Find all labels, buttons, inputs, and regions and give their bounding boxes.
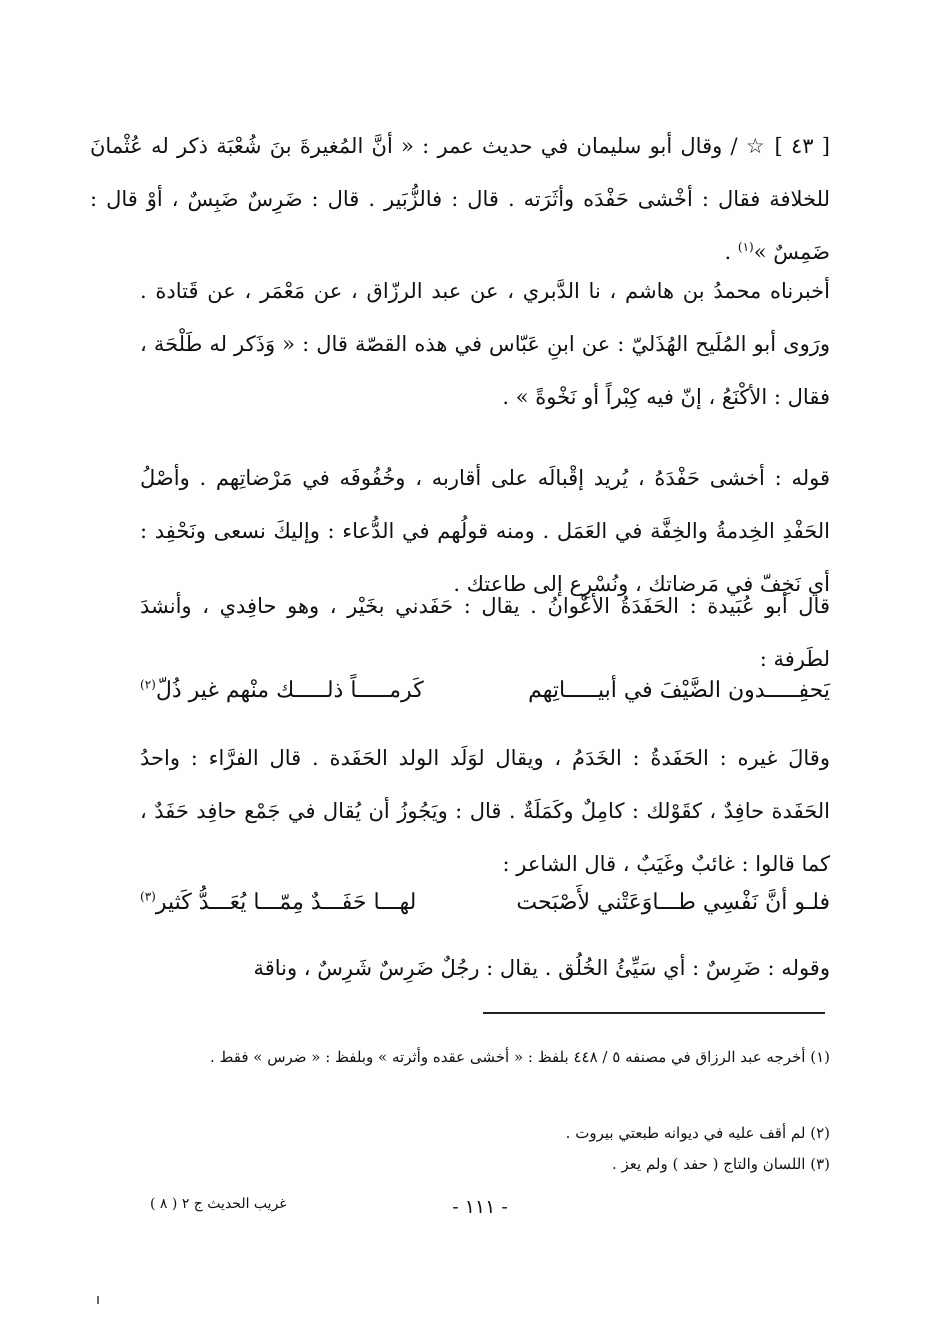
verse-hemistich-first: فلـو أنَّ نَفْسِي طـــاوَعَتْني لأَصْبَحت bbox=[516, 890, 830, 915]
printer-signature: غريب الحديث ج ٢ ( ٨ ) bbox=[150, 1196, 287, 1212]
verse-hemistich-second-text: لهـــا حَفَـــدٌ مِمّـــا يُعَـــدُّ كَثير bbox=[155, 890, 417, 915]
footnote-3: (٣) اللسان والتاج ( حفد ) ولم يعز . bbox=[611, 1155, 830, 1173]
entry-paragraph bbox=[90, 120, 830, 279]
footnote-ref-1: (١) bbox=[737, 240, 754, 254]
paragraph-isnad: أخبرناه محمدُ بن هاشم ، نا الدَّبري ، عن عبد الرزّاق ، عن مَعْمَر ، عن قَتادة . ورَوى أبو المُلَيح الهُذَليّ : عن ابنِ عَبّاس في هذه القصّة قال : « وَذَكر له طَلْحَة ، فقال : الأكْنَعُ ، إنّ فيه كِبْراً أو نَخْوةً » . bbox=[140, 279, 830, 409]
entry-text: ☆ / وقال أبو سليمان في حديث عمر : « أنَّ المُغيرةَ بنَ شُعْبَة ذكر له عُثْمانَ للخلافة فقال : أخْشى حَفْدَه وأثَرَته . قال : فالزُّبَير . قال : ضَرِسٌ ضَبِسٌ ، أوْ قال : ضَمِسٌ » bbox=[90, 134, 830, 264]
scan-speck bbox=[97, 1296, 99, 1304]
paragraph-daris: وقوله : ضَرِسٌ : أي سَيِّئُ الخُلُق . يقال : رجُلٌ ضَرِسٌ شَرِسٌ ، وناقة bbox=[253, 956, 830, 980]
footnote-1: (١) أخرجه عبد الرزاق في مصنفه ٥ / ٤٤٨ بلفظ : « أخشى عقده وأثرته » وبلفظ : « ضرس » فقط . bbox=[209, 1048, 830, 1066]
paragraph-explanation: قوله : أخشى حَفْدَهُ ، يُريد إقْبالَه على أقاربه ، وخُفُوفَه في مَرْضاتِهم . وأصْلُ الحَفْدِ الخِدمةُ والخِفَّة في العَمَل . ومنه قولُهم في الدُّعاء : وإليكَ نسعى ونَحْفِد : أي نَخِفّ في مَرضاتك ، ونُسْرِع إلى طاعتك . bbox=[140, 466, 830, 596]
paragraph-abu-ubayda: قال أبو عُبَيدة : الحَفَدَةُ الأعْوانُ . يقال : حَفَدني بخَيْر ، وهو حافِدي ، وأنشدَ لطَرفة : bbox=[140, 594, 830, 671]
footnote-2: (٢) لم أقف عليه في ديوانه طبعتي بيروت . bbox=[565, 1124, 830, 1142]
entry-end: . bbox=[724, 240, 738, 264]
page-number: - ١١١ - bbox=[452, 1196, 508, 1218]
verse-tarafa bbox=[140, 678, 830, 703]
verse-hemistich-second bbox=[140, 678, 424, 703]
footnote-ref-2: (٢) bbox=[140, 677, 156, 692]
verse-hemistich-second bbox=[140, 890, 416, 915]
paragraph-farra: وقالَ غيره : الحَفَدةُ : الخَدَمُ ، ويقال لوَلَد الولد الحَفَدة . قال الفرَّاء : واحدُ الحَفَدة حافِدٌ ، كقَوْلك : كامِلٌ وكَمَلَةٌ . قال : ويَجُوزُ أن يُقال في جَمْع حافِد حَفَدٌ ، كما قالوا : غائبٌ وغَيَبٌ ، قال الشاعر : bbox=[140, 746, 830, 876]
verse-hemistich-second-text: كَرمـــــاً ذلـــــك منْهم غير ذُلّ bbox=[155, 678, 424, 703]
entry-marker: [ ٤٣ ] bbox=[774, 134, 830, 158]
verse-hemistich-first: يَحفِـــــدون الضَّيْفَ في أبيـــــاتِهم bbox=[528, 678, 830, 703]
verse-poet bbox=[140, 890, 830, 915]
footnote-ref-3: (٣) bbox=[140, 889, 156, 904]
footnote-divider bbox=[483, 1012, 825, 1014]
